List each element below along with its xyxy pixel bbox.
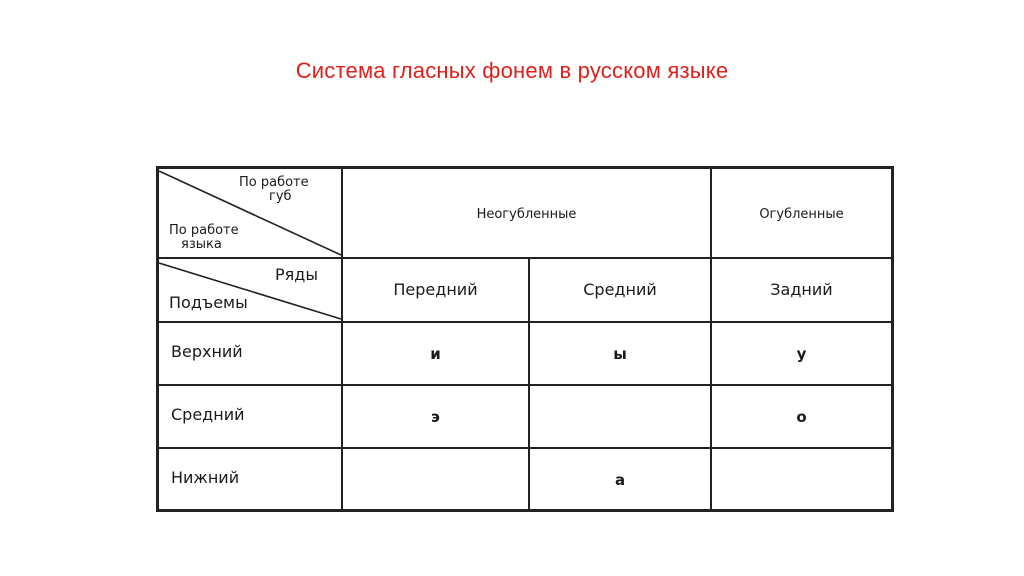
cell-lower-central: а bbox=[614, 471, 626, 489]
slide-title: Система гласных фонем в русском языке bbox=[295, 58, 729, 83]
row-divider-4 bbox=[159, 447, 891, 449]
cell-upper-front: и bbox=[430, 345, 441, 363]
rows-label: Ряды bbox=[275, 265, 318, 284]
tongue-label-line1: По работе bbox=[169, 223, 239, 238]
lips-label-line2: губ bbox=[269, 189, 292, 204]
row-divider-3 bbox=[159, 384, 891, 386]
row-label-middle: Средний bbox=[171, 405, 245, 424]
vowel-phoneme-table bbox=[156, 166, 894, 512]
rises-label: Подъемы bbox=[169, 293, 248, 312]
row-label-upper: Верхний bbox=[171, 342, 243, 361]
row-divider-1 bbox=[159, 257, 891, 259]
lips-label-line1: По работе bbox=[239, 175, 309, 190]
column-header-front: Передний bbox=[393, 280, 478, 299]
unrounded-header: Неогубленные bbox=[476, 207, 577, 222]
cell-middle-front: э bbox=[431, 408, 440, 426]
column-header-back: Задний bbox=[770, 280, 833, 299]
tongue-label-line2: языка bbox=[181, 237, 222, 252]
row-label-lower: Нижний bbox=[171, 468, 240, 487]
cell-upper-central: ы bbox=[613, 345, 627, 363]
row-divider-2 bbox=[159, 321, 891, 323]
column-header-central: Средний bbox=[583, 280, 657, 299]
rounded-header: Огубленные bbox=[759, 207, 844, 222]
cell-upper-back: у bbox=[796, 345, 807, 363]
cell-middle-back: о bbox=[796, 408, 807, 426]
